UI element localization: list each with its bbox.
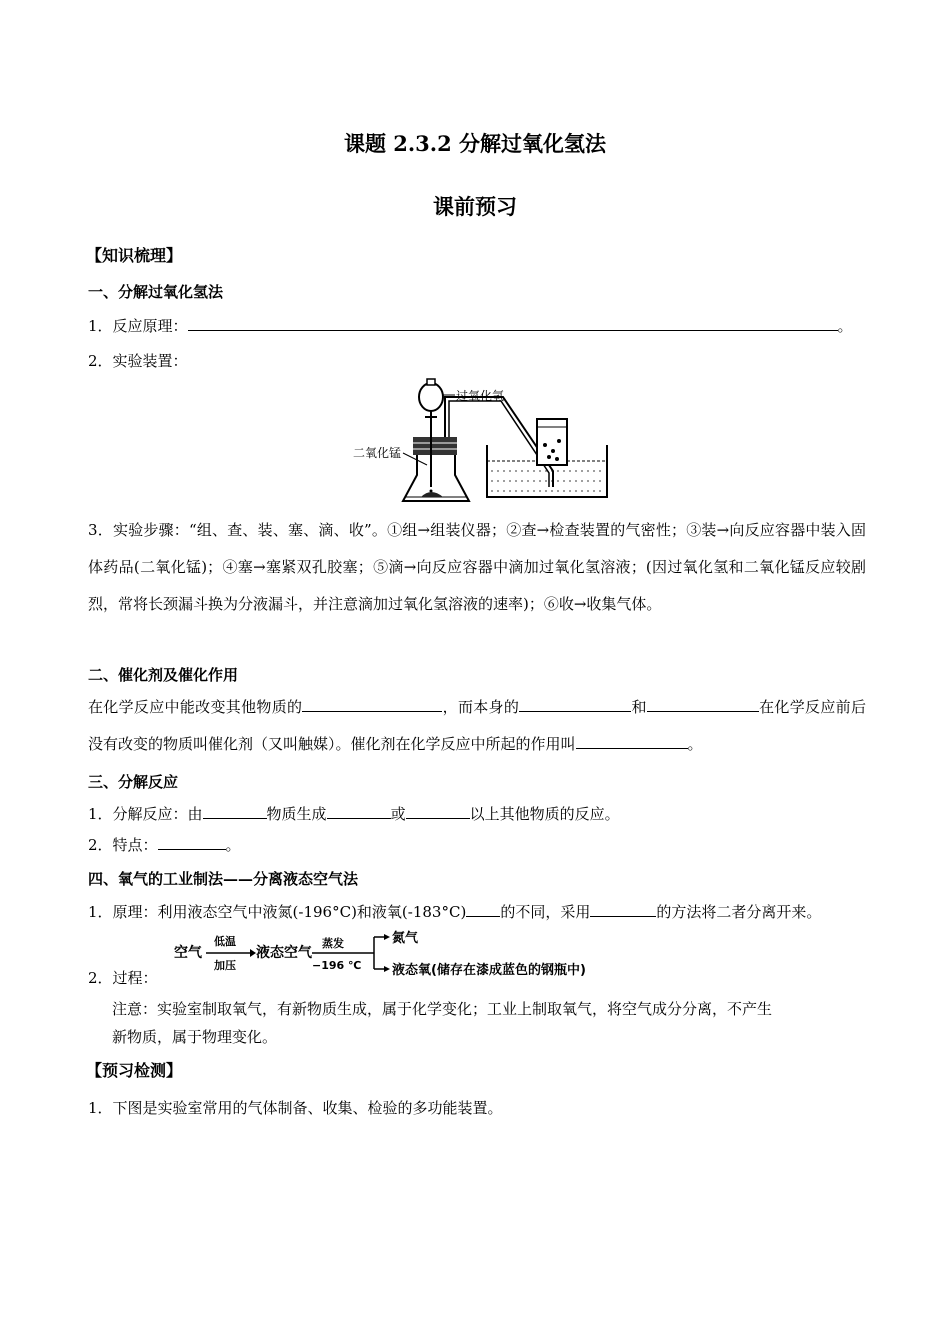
s3-item1-a: 1．分解反应：由: [88, 805, 203, 823]
s4-note-line1: 注意：实验室制取氧气，有新物质生成，属于化学变化；工业上制取氧气，将空气成分分离，不产生: [112, 1000, 773, 1018]
section-heading-check: 【预习检测】: [86, 1061, 183, 1080]
label-mno2: 二氧化锰: [353, 446, 402, 460]
process-nitrogen: 氮气: [392, 931, 419, 946]
s3-item1-b: 物质生成: [266, 805, 327, 823]
answer-blank[interactable]: [466, 901, 500, 917]
s3-item1-c: 或: [390, 805, 406, 823]
s1-item3: 3．实验步骤：“组、查、装、塞、滴、收”。①组→组装仪器；②查→检查装置的气密性；③装→向反应容器中装入固体药品(二氧化锰)；④塞→塞紧双孔胶塞；⑤滴→向反应容器中滴加过氧化氢溶液；(因过氧化氢和二氧化锰反应较剧烈，常将长颈漏斗换为分液漏斗，并注意滴加过氧化氢溶液的速率)；⑥收→收集气体。: [88, 521, 866, 613]
answer-blank[interactable]: [406, 803, 470, 819]
s1-item1-label: 1．反应原理：: [88, 317, 188, 335]
s4-item1: [88, 901, 821, 922]
s2-text-4: 在化学反应前后没有改变的物质叫催化剂（又叫触媒）。催化剂在化学反应中所起的作用叫: [88, 698, 866, 753]
page-title: 课题 2.3.2 分解过氧化氢法: [343, 131, 607, 156]
answer-blank[interactable]: [302, 696, 442, 712]
s2-heading: 二、催化剂及催化作用: [88, 666, 239, 684]
label-h2o2: 过氧化氢: [456, 389, 505, 403]
s1-item2: 2．实验装置：: [88, 352, 188, 370]
s4-item1-a: 1．原理：利用液态空气中液氮(-196°C)和液氧(-183°C): [88, 903, 467, 921]
process-air: 空气: [174, 945, 202, 961]
answer-blank[interactable]: [327, 803, 391, 819]
answer-blank[interactable]: [203, 803, 267, 819]
collection-bottle: [537, 419, 567, 465]
process-cond-bottom: 加压: [214, 959, 236, 972]
section-heading-knowledge: 【知识梳理】: [86, 246, 183, 265]
s4-item2: 2．过程：: [88, 969, 158, 987]
process-liquid-air: 液态空气: [256, 945, 312, 961]
s1-heading: 一、分解过氧化氢法: [88, 283, 224, 301]
s2-text-3: 和: [631, 698, 647, 716]
process-diagram: [170, 929, 630, 983]
s4-item1-c: 的方法将二者分离开来。: [656, 903, 822, 921]
answer-blank[interactable]: [158, 834, 226, 850]
process-evap-top: 蒸发: [322, 937, 344, 950]
s4-heading: 四、氧气的工业制法——分离液态空气法: [88, 870, 359, 888]
rubber-stopper: [413, 437, 457, 455]
s3-item1: [88, 803, 620, 824]
s3-item2-a: 2．特点：: [88, 836, 158, 854]
s4-note-line2: 新物质，属于物理变化。: [112, 1028, 278, 1046]
answer-blank[interactable]: [519, 696, 631, 712]
page-subtitle: 课前预习: [433, 194, 517, 219]
check-q1: 1．下图是实验室常用的气体制备、收集、检验的多功能装置。: [88, 1099, 503, 1117]
mno2-powder: [421, 492, 443, 497]
answer-blank[interactable]: [188, 315, 838, 331]
s2-paragraph: [88, 689, 866, 763]
s2-text-2: ，而本身的: [442, 698, 520, 716]
s2-text-5: 。: [687, 735, 703, 753]
apparatus-figure: [345, 375, 615, 505]
answer-blank[interactable]: [590, 901, 656, 917]
process-evap-bottom: −196 ℃: [312, 959, 362, 972]
answer-blank[interactable]: [576, 733, 688, 749]
s3-item2-b: 。: [225, 836, 241, 854]
s3-heading: 三、分解反应: [88, 773, 179, 791]
s4-item1-b: 的不同，采用: [500, 903, 591, 921]
answer-blank[interactable]: [647, 696, 759, 712]
s2-text-1: 在化学反应中能改变其他物质的: [88, 698, 303, 716]
s1-item1-end: 。: [837, 317, 853, 335]
separatory-funnel: [419, 383, 443, 411]
process-cond-top: 低温: [214, 935, 236, 948]
s3-item1-d: 以上其他物质的反应。: [469, 805, 620, 823]
process-liquid-oxygen: 液态氧(储存在漆成蓝色的钢瓶中): [392, 963, 586, 978]
s3-item2: [88, 834, 241, 855]
s1-item1: [88, 315, 853, 336]
